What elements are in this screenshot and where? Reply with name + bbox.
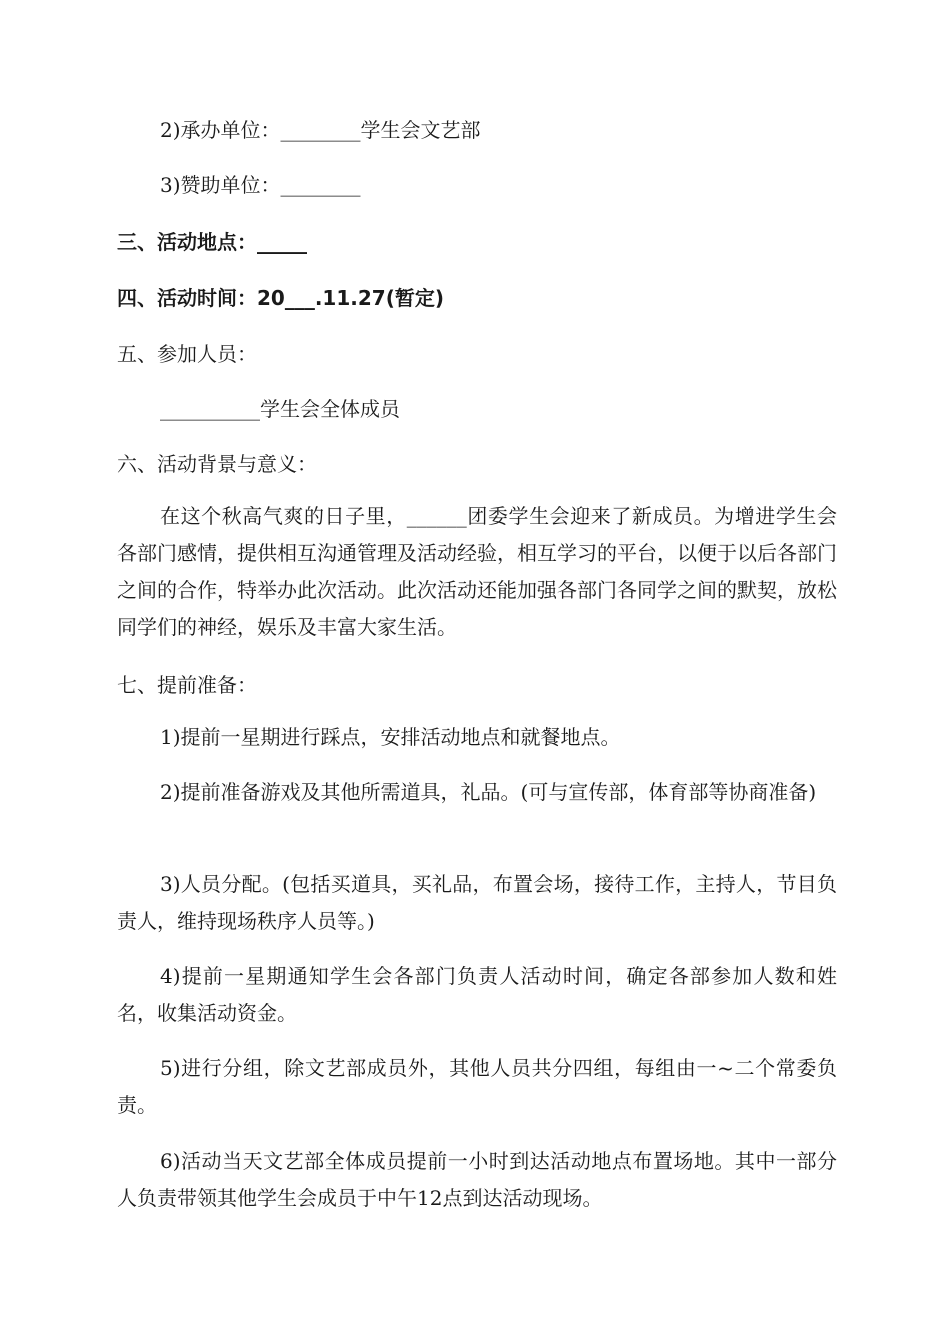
participants-line: __________学生会全体成员 bbox=[160, 397, 400, 421]
prep-item: 2)提前准备游戏及其他所需道具，礼品。(可与宣传部，体育部等协商准备) bbox=[160, 780, 817, 804]
prep-item: 5)进行分组，除文艺部成员外，其他人员共分四组，每组由一~二个常委负责。 bbox=[117, 1056, 837, 1117]
background-heading: 六、活动背景与意义： bbox=[117, 452, 317, 476]
sponsor-line: 3)赞助单位：________ bbox=[160, 173, 361, 197]
prep-heading: 七、提前准备： bbox=[117, 673, 257, 697]
participants-heading: 五、参加人员： bbox=[117, 342, 257, 366]
prep-item: 4)提前一星期通知学生会各部门负责人活动时间，确定各部参加人数和姓名，收集活动资金。 bbox=[117, 964, 837, 1025]
background-paragraph: 在这个秋高气爽的日子里，______团委学生会迎来了新成员。为增进学生会各部门感情，提供相互沟通管理及活动经验，相互学习的平台，以便于以后各部门之间的合作，特举办此次活动。此次活动还能加强各部门各同学之间的默契，放松同学们的神经，娱乐及丰富大家生活。 bbox=[117, 504, 837, 639]
prep-item: 6)活动当天文艺部全体成员提前一小时到达活动地点布置场地。其中一部分人负责带领其他学生会成员于中午12点到达活动现场。 bbox=[117, 1149, 837, 1210]
time-heading: 四、活动时间：20___.11.27(暂定) bbox=[117, 286, 444, 310]
location-heading: 三、活动地点：_____ bbox=[117, 230, 307, 254]
prep-item: 1)提前一星期进行踩点，安排活动地点和就餐地点。 bbox=[160, 725, 621, 749]
prep-item: 3)人员分配。(包括买道具，买礼品，布置会场，接待工作，主持人，节目负责人，维持现场秩序人员等。) bbox=[117, 872, 837, 933]
organizer-line: 2)承办单位：________学生会文艺部 bbox=[160, 118, 481, 142]
